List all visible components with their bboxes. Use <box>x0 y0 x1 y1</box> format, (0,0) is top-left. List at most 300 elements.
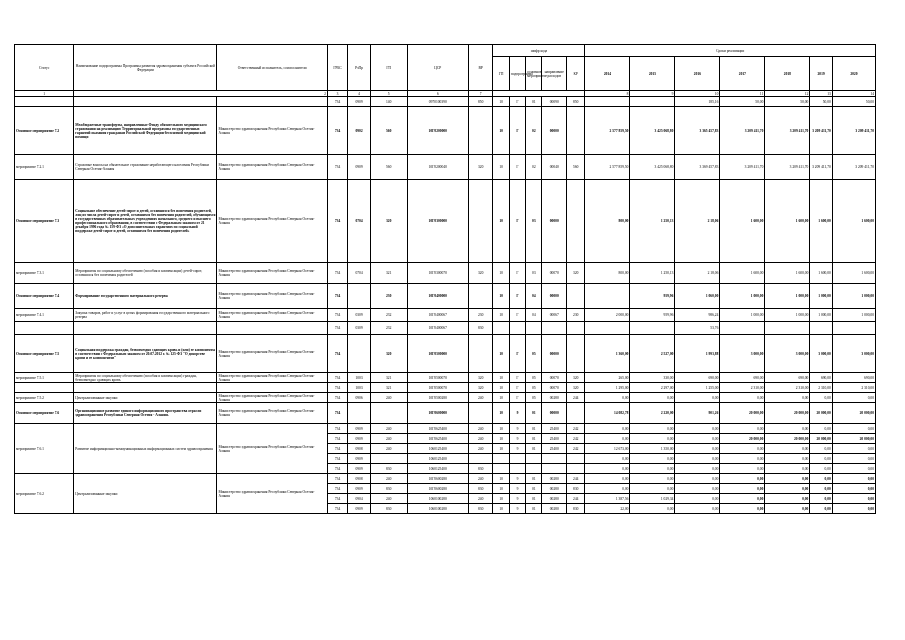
grbs-cell: 734 <box>327 383 347 393</box>
header-status: Статус <box>15 45 74 91</box>
code-podprogramma-cell: Г <box>509 284 525 309</box>
grbs-cell: 734 <box>327 494 347 504</box>
year-value-cell: 3 000,00 <box>810 335 832 373</box>
gp-cell: 240 <box>370 474 407 484</box>
year-value-cell: 0,00 <box>810 424 832 434</box>
year-value-cell: 3 425 068,80 <box>630 107 675 155</box>
code-napravlenie-cell: 00090 <box>542 97 567 107</box>
year-value-cell: 0,00 <box>810 504 832 514</box>
csr-cell: 10Г0300070 <box>407 263 468 284</box>
year-value-cell: 2 297,00 <box>630 383 675 393</box>
year-value-cell: 22,00 <box>585 504 630 514</box>
name-cell: Организационное развитие единого информационного пространства отрасли здравоохранения Республики Северная Осетия - Алания. <box>74 403 217 424</box>
year-value-cell: 3 209 411,70 <box>810 155 832 180</box>
year-value-cell: 1 000,00 <box>832 284 875 309</box>
code-gp-cell <box>493 322 509 335</box>
year-value-cell: 1 000,00 <box>810 309 832 322</box>
status-cell: Основное мероприятие 7.5 <box>15 335 74 373</box>
executor-cell: Министерство здравоохранения Республики Северная Осетия-Алания <box>217 424 327 474</box>
code-napravlenie-cell: 00067 <box>542 309 567 322</box>
code-podprogramma-cell: Г <box>509 97 525 107</box>
vr-cell: 240 <box>468 424 493 434</box>
kr-cell <box>567 284 585 309</box>
name-cell: Централизованные закупки <box>74 474 217 514</box>
code-podprogramma-cell: 9 <box>509 484 525 494</box>
header-vr: ВР <box>468 45 493 91</box>
code-podprogramma-cell: 9 <box>509 504 525 514</box>
code-gp-cell <box>493 454 509 464</box>
gp-cell: 240 <box>370 494 407 504</box>
gp-cell: 140 <box>370 97 407 107</box>
year-value-cell: 0,00 <box>630 484 675 494</box>
year-value-cell: 1 000,00 <box>720 309 765 322</box>
status-cell: мероприятие 7.6.2 <box>15 474 74 514</box>
year-value-cell: 0,00 <box>810 474 832 484</box>
grbs-cell: 734 <box>327 263 347 284</box>
executor-cell: Министерство здравоохранения Республики Северная Осетия-Алания <box>217 393 327 403</box>
code-gp-cell: 10 <box>493 434 509 444</box>
header-napravlenie: направление расходов <box>542 57 567 91</box>
code-napravlenie-cell: 00000 <box>542 180 567 263</box>
year-value-cell <box>630 97 675 107</box>
table-row <box>15 155 876 180</box>
code-podprogramma-cell: Г <box>509 155 525 180</box>
rzpr-cell: 0704 <box>348 180 370 263</box>
header-podprogramma: подпрограмма <box>509 57 525 91</box>
kr-cell: 830 <box>567 484 585 494</box>
year-value-cell <box>585 97 630 107</box>
header-year: 2019 <box>810 57 832 91</box>
code-osnovnoe-cell <box>526 322 542 335</box>
status-cell: мероприятие 7.4.1 <box>15 309 74 322</box>
column-number: 8 <box>585 91 630 97</box>
gp-cell: 320 <box>370 180 407 263</box>
vr-cell: 830 <box>468 484 493 494</box>
code-gp-cell: 10 <box>493 504 509 514</box>
year-value-cell: 20 000,00 <box>720 403 765 424</box>
kr-cell <box>567 464 585 474</box>
year-value-cell: 3 209 411,70 <box>810 107 832 155</box>
name-cell <box>74 383 217 393</box>
executor-cell: Министерство здравоохранения Республики Северная Осетия-Алания <box>217 373 327 383</box>
code-osnovnoe-cell: 01 <box>526 403 542 424</box>
code-podprogramma-cell: Г <box>509 383 525 393</box>
code-gp-cell: 10 <box>493 474 509 484</box>
code-osnovnoe-cell: 03 <box>526 263 542 284</box>
year-value-cell: 3 369 457,83 <box>675 155 720 180</box>
year-value-cell: 0,00 <box>675 434 720 444</box>
year-value-cell: 0,00 <box>675 464 720 474</box>
kr-cell: 244 <box>567 494 585 504</box>
code-napravlenie-cell: 00280 <box>542 393 567 403</box>
code-gp-cell: 10 <box>493 494 509 504</box>
rzpr-cell: 0908 <box>348 474 370 484</box>
year-value-cell: 1 000,00 <box>832 309 875 322</box>
code-podprogramma-cell: Г <box>509 107 525 155</box>
year-value-cell: 2 310,00 <box>765 383 810 393</box>
executor-cell <box>217 322 327 335</box>
year-value-cell: 0,00 <box>765 393 810 403</box>
year-value-cell: 0,00 <box>765 474 810 484</box>
status-cell: Основное мероприятие 7.4 <box>15 284 74 309</box>
year-value-cell: 0,00 <box>630 424 675 434</box>
vr-cell: 830 <box>468 322 493 335</box>
year-value-cell: 0,00 <box>832 494 875 504</box>
year-value-cell: 53,76 <box>675 322 720 335</box>
code-podprogramma-cell: Г <box>509 180 525 263</box>
rzpr-cell <box>348 335 370 373</box>
column-number: 4 <box>348 91 370 97</box>
status-cell <box>15 97 74 107</box>
code-osnovnoe-cell: 05 <box>526 335 542 373</box>
code-osnovnoe-cell: 01 <box>526 424 542 434</box>
code-osnovnoe-cell <box>526 464 542 474</box>
csr-cell: 10Г0500000 <box>407 335 468 373</box>
year-value-cell: 0,00 <box>630 393 675 403</box>
year-value-cell: 20 000,00 <box>765 403 810 424</box>
year-value-cell: 0,00 <box>765 484 810 494</box>
year-value-cell <box>810 322 832 335</box>
code-gp-cell: 10 <box>493 155 509 180</box>
code-osnovnoe-cell: 01 <box>526 97 542 107</box>
gp-cell: 240 <box>370 434 407 444</box>
year-value-cell: 0,00 <box>720 424 765 434</box>
grbs-cell: 734 <box>327 393 347 403</box>
header-year: 2018 <box>765 57 810 91</box>
grbs-cell: 734 <box>327 97 347 107</box>
code-osnovnoe-cell: 01 <box>526 444 542 454</box>
gp-cell: 830 <box>370 484 407 494</box>
kr-cell <box>567 180 585 263</box>
year-value-cell: 1 600,00 <box>810 263 832 284</box>
kr-cell <box>567 107 585 155</box>
year-value-cell: 50,00 <box>810 97 832 107</box>
grbs-cell: 734 <box>327 403 347 424</box>
rzpr-cell: 0909 <box>348 97 370 107</box>
year-value-cell: 2 577 859,50 <box>585 107 630 155</box>
table-body <box>15 97 876 514</box>
year-value-cell: 0,00 <box>675 504 720 514</box>
vr-cell <box>468 335 493 373</box>
year-value-cell: 0,00 <box>810 454 832 464</box>
year-value-cell: 690,00 <box>765 373 810 383</box>
year-value-cell: 0,00 <box>832 454 875 464</box>
gp-cell: 240 <box>370 424 407 434</box>
code-gp-cell: 10 <box>493 263 509 284</box>
vr-cell: 240 <box>468 444 493 454</box>
code-podprogramma-cell: 9 <box>509 424 525 434</box>
column-number: 5 <box>370 91 407 97</box>
kr-cell: 560 <box>567 155 585 180</box>
year-value-cell: 0,00 <box>675 444 720 454</box>
column-number: 13 <box>810 91 832 97</box>
year-value-cell: 0,00 <box>630 504 675 514</box>
vr-cell: 240 <box>468 434 493 444</box>
kr-cell <box>567 454 585 464</box>
executor-cell: Министерство здравоохранения Республики Северная Осетия-Алания <box>217 474 327 514</box>
year-value-cell: 20 000,00 <box>720 434 765 444</box>
status-cell: мероприятие 7.5.1 <box>15 373 74 383</box>
year-value-cell: 0,00 <box>810 464 832 474</box>
code-osnovnoe-cell: 05 <box>526 383 542 393</box>
vr-cell: 320 <box>468 155 493 180</box>
kr-cell: 244 <box>567 393 585 403</box>
code-napravlenie-cell: 00280 <box>542 494 567 504</box>
column-number: 1 <box>15 91 74 97</box>
grbs-cell: 734 <box>327 484 347 494</box>
code-gp-cell: 10 <box>493 309 509 322</box>
code-podprogramma-cell <box>509 454 525 464</box>
executor-cell: Министерство здравоохранения Республики Северная Осетия-Алания <box>217 284 327 309</box>
year-value-cell: 1 600,00 <box>720 263 765 284</box>
code-podprogramma-cell: 9 <box>509 403 525 424</box>
gp-cell: 560 <box>370 107 407 155</box>
code-osnovnoe-cell: 01 <box>526 474 542 484</box>
code-gp-cell <box>493 464 509 474</box>
rzpr-cell: 0904 <box>348 494 370 504</box>
csr-cell: 10Г0600280 <box>407 474 468 484</box>
vr-cell: 320 <box>468 383 493 393</box>
code-napravlenie-cell: 25400 <box>542 424 567 434</box>
year-value-cell: 800,00 <box>585 180 630 263</box>
year-value-cell: 2 577 859,50 <box>585 155 630 180</box>
header-year: 2016 <box>675 57 720 91</box>
year-value-cell: 0,00 <box>630 454 675 464</box>
status-cell <box>15 383 74 393</box>
year-value-cell: 20 000,00 <box>765 434 810 444</box>
code-osnovnoe-cell: 04 <box>526 284 542 309</box>
year-value-cell: 901,26 <box>675 403 720 424</box>
year-value-cell: 0,00 <box>585 474 630 484</box>
code-gp-cell: 10 <box>493 383 509 393</box>
csr-cell: 1060125400 <box>407 444 468 454</box>
code-podprogramma-cell: Г <box>509 373 525 383</box>
table-row <box>15 383 876 393</box>
year-value-cell: 0,00 <box>720 474 765 484</box>
gp-cell: 240 <box>370 444 407 454</box>
csr-cell: 10Г0200040 <box>407 155 468 180</box>
year-value-cell: 2 310,00 <box>720 383 765 393</box>
executor-cell <box>217 97 327 107</box>
header-kr: КР <box>567 57 585 91</box>
gp-cell: 321 <box>370 263 407 284</box>
code-podprogramma-cell: 9 <box>509 444 525 454</box>
code-napravlenie-cell: 00070 <box>542 263 567 284</box>
status-cell: Основное мероприятие 7.6 <box>15 403 74 424</box>
csr-cell: 10Г0400000 <box>407 284 468 309</box>
csr-cell: 10Г0600280 <box>407 484 468 494</box>
year-value-cell: 1 600,00 <box>810 180 832 263</box>
code-podprogramma-cell: Г <box>509 263 525 284</box>
year-value-cell: 0,00 <box>832 474 875 484</box>
year-value-cell: 690,00 <box>810 373 832 383</box>
kr-cell: 320 <box>567 383 585 393</box>
code-napravlenie-cell: 25400 <box>542 444 567 454</box>
csr-cell: 0970100390 <box>407 97 468 107</box>
code-podprogramma-cell <box>509 464 525 474</box>
year-value-cell: 0,00 <box>585 464 630 474</box>
rzpr-cell: 1003 <box>348 373 370 383</box>
column-number: 7 <box>468 91 493 97</box>
rzpr-cell: 0309 <box>348 309 370 322</box>
year-value-cell: 0,00 <box>765 504 810 514</box>
year-value-cell: 20 000,00 <box>832 403 875 424</box>
gp-cell: 232 <box>370 309 407 322</box>
code-osnovnoe-cell: 05 <box>526 393 542 403</box>
code-podprogramma-cell: 9 <box>509 434 525 444</box>
year-value-cell: 1 993,88 <box>675 335 720 373</box>
status-cell: мероприятие 7.5.2 <box>15 393 74 403</box>
year-value-cell: 0,00 <box>675 393 720 403</box>
year-value-cell: 3 209 411,70 <box>720 155 765 180</box>
status-cell: мероприятие 7.3.1 <box>15 263 74 284</box>
year-value-cell: 2 310,00 <box>832 383 875 393</box>
rzpr-cell: 0909 <box>348 424 370 434</box>
rzpr-cell: 0704 <box>348 263 370 284</box>
year-value-cell: 1 060,00 <box>675 284 720 309</box>
year-value-cell: 0,00 <box>720 464 765 474</box>
csr-cell: 1060125400 <box>407 464 468 474</box>
header-year: 2014 <box>585 57 630 91</box>
year-value-cell: 800,00 <box>585 263 630 284</box>
year-value-cell: 0,00 <box>675 474 720 484</box>
year-value-cell: 1 250,13 <box>630 263 675 284</box>
status-cell: Основное мероприятие 7.2 <box>15 107 74 155</box>
year-value-cell: 2 220,00 <box>630 403 675 424</box>
rzpr-cell: 0906 <box>348 393 370 403</box>
year-value-cell: 1 000,00 <box>765 284 810 309</box>
rzpr-cell: 0309 <box>348 322 370 335</box>
year-value-cell <box>765 322 810 335</box>
code-podprogramma-cell: 9 <box>509 474 525 484</box>
code-gp-cell: 10 <box>493 284 509 309</box>
grbs-cell: 734 <box>327 434 347 444</box>
code-gp-cell: 10 <box>493 97 509 107</box>
name-cell: Развитие информационно-коммуникационных информационных систем здравоохранения <box>74 424 217 474</box>
gp-cell: 321 <box>370 383 407 393</box>
year-value-cell: 12 673,00 <box>585 444 630 454</box>
year-value-cell: 0,00 <box>585 434 630 444</box>
grbs-cell: 734 <box>327 309 347 322</box>
year-value-cell: 0,00 <box>810 484 832 494</box>
year-value-cell: 0,00 <box>585 484 630 494</box>
year-value-cell: 959,96 <box>630 284 675 309</box>
table-row <box>15 107 876 155</box>
year-value-cell: 3 209 411,70 <box>832 155 875 180</box>
year-value-cell: 1 360,00 <box>585 335 630 373</box>
code-osnovnoe-cell: 01 <box>526 504 542 514</box>
csr-cell: 10Г0600000 <box>407 403 468 424</box>
year-value-cell: 2 000,00 <box>585 309 630 322</box>
year-value-cell: 1 250,13 <box>630 180 675 263</box>
gp-cell: 830 <box>370 504 407 514</box>
rzpr-cell <box>348 403 370 424</box>
year-value-cell: 3 000,00 <box>720 335 765 373</box>
year-value-cell: 690,00 <box>675 373 720 383</box>
year-value-cell: 690,00 <box>720 373 765 383</box>
year-value-cell <box>585 284 630 309</box>
year-value-cell: 50,00 <box>765 97 810 107</box>
code-osnovnoe-cell: 01 <box>526 494 542 504</box>
vr-cell: 240 <box>468 494 493 504</box>
name-cell <box>74 97 217 107</box>
code-napravlenie-cell <box>542 464 567 474</box>
header-grbs: ГРБС <box>327 45 347 91</box>
name-cell: Централизованные закупки <box>74 393 217 403</box>
kr-cell: 320 <box>567 373 585 383</box>
code-osnovnoe-cell: 04 <box>526 309 542 322</box>
name-cell: Мероприятия по социальному обеспечению (пособия и компенсации) граждан, безвозмездно сдающих кровь <box>74 373 217 383</box>
code-podprogramma-cell <box>509 322 525 335</box>
name-cell: Межбюджетные трансферты, направленные Фонду обязательного медицинского страхования на реализацию Территориальной программы государственных гарантий оказания гражданам Российской Федерации бесплатной медицинской помощи <box>74 107 217 155</box>
executor-cell: Министерство здравоохранения Республики Северная Осетия-Алания <box>217 107 327 155</box>
rzpr-cell <box>348 284 370 309</box>
year-value-cell: 0,00 <box>675 494 720 504</box>
year-value-cell: 0,00 <box>832 484 875 494</box>
code-gp-cell: 10 <box>493 484 509 494</box>
vr-cell: 830 <box>468 464 493 474</box>
year-value-cell: 330,00 <box>630 373 675 383</box>
rzpr-cell: 0909 <box>348 434 370 444</box>
gp-cell <box>370 403 407 424</box>
header-csr: ЦСР <box>407 45 468 91</box>
grbs-cell: 734 <box>327 424 347 434</box>
year-value-cell: 0,00 <box>585 424 630 434</box>
year-value-cell: 0,00 <box>675 454 720 464</box>
code-gp-cell: 10 <box>493 335 509 373</box>
column-number: 6 <box>407 91 468 97</box>
column-number: 11 <box>720 91 765 97</box>
year-value-cell: 0,00 <box>720 454 765 464</box>
csr-cell: 10Г0500280 <box>407 393 468 403</box>
kr-cell <box>567 335 585 373</box>
csr-cell: 10Г0400067 <box>407 322 468 335</box>
csr-cell: 10Г0500070 <box>407 383 468 393</box>
code-napravlenie-cell: 00000 <box>542 284 567 309</box>
kr-cell: 230 <box>567 309 585 322</box>
header-year: 2017 <box>720 57 765 91</box>
vr-cell <box>468 284 493 309</box>
executor-cell: Министерство здравоохранения Республики Северная Осетия-Алания <box>217 403 327 424</box>
year-value-cell: 1 600,00 <box>765 263 810 284</box>
code-podprogramma-cell: Г <box>509 393 525 403</box>
year-value-cell: 1 000,00 <box>720 284 765 309</box>
gp-cell: 830 <box>370 464 407 474</box>
year-value-cell: 0,00 <box>585 454 630 464</box>
table-row <box>15 263 876 284</box>
name-cell: Социальная поддержка граждан, безвозмездно сдающих кровь и (или) ее компоненты в соответствии с Федеральным законом от 20.07.2012 г. № 125-ФЗ "О донорстве крови и ее компонентов" <box>74 335 217 373</box>
year-value-cell: 2 527,00 <box>630 335 675 373</box>
vr-cell <box>468 454 493 464</box>
year-value-cell: 20 000,00 <box>832 434 875 444</box>
executor-cell: Министерство здравоохранения Республики Северная Осетия-Алания <box>217 335 327 373</box>
code-napravlenie-cell: 00000 <box>542 403 567 424</box>
header-year: 2020 <box>832 57 875 91</box>
kr-cell <box>567 403 585 424</box>
year-value-cell: 986,24 <box>675 309 720 322</box>
table-row <box>15 322 876 335</box>
executor-cell: Министерство здравоохранения Республики Северная Осетия-Алания <box>217 263 327 284</box>
code-osnovnoe-cell: 02 <box>526 155 542 180</box>
year-value-cell: 1 255,00 <box>675 383 720 393</box>
column-number: 9 <box>630 91 675 97</box>
rzpr-cell: 0909 <box>348 454 370 464</box>
status-cell: мероприятие 7.6.1 <box>15 424 74 474</box>
table-row <box>15 180 876 263</box>
header-name: Наименование подпрограммы Программы развития здравоохранения субъекта Российской Федерации <box>74 45 217 91</box>
gp-cell: 321 <box>370 373 407 383</box>
year-value-cell: 0,00 <box>832 464 875 474</box>
